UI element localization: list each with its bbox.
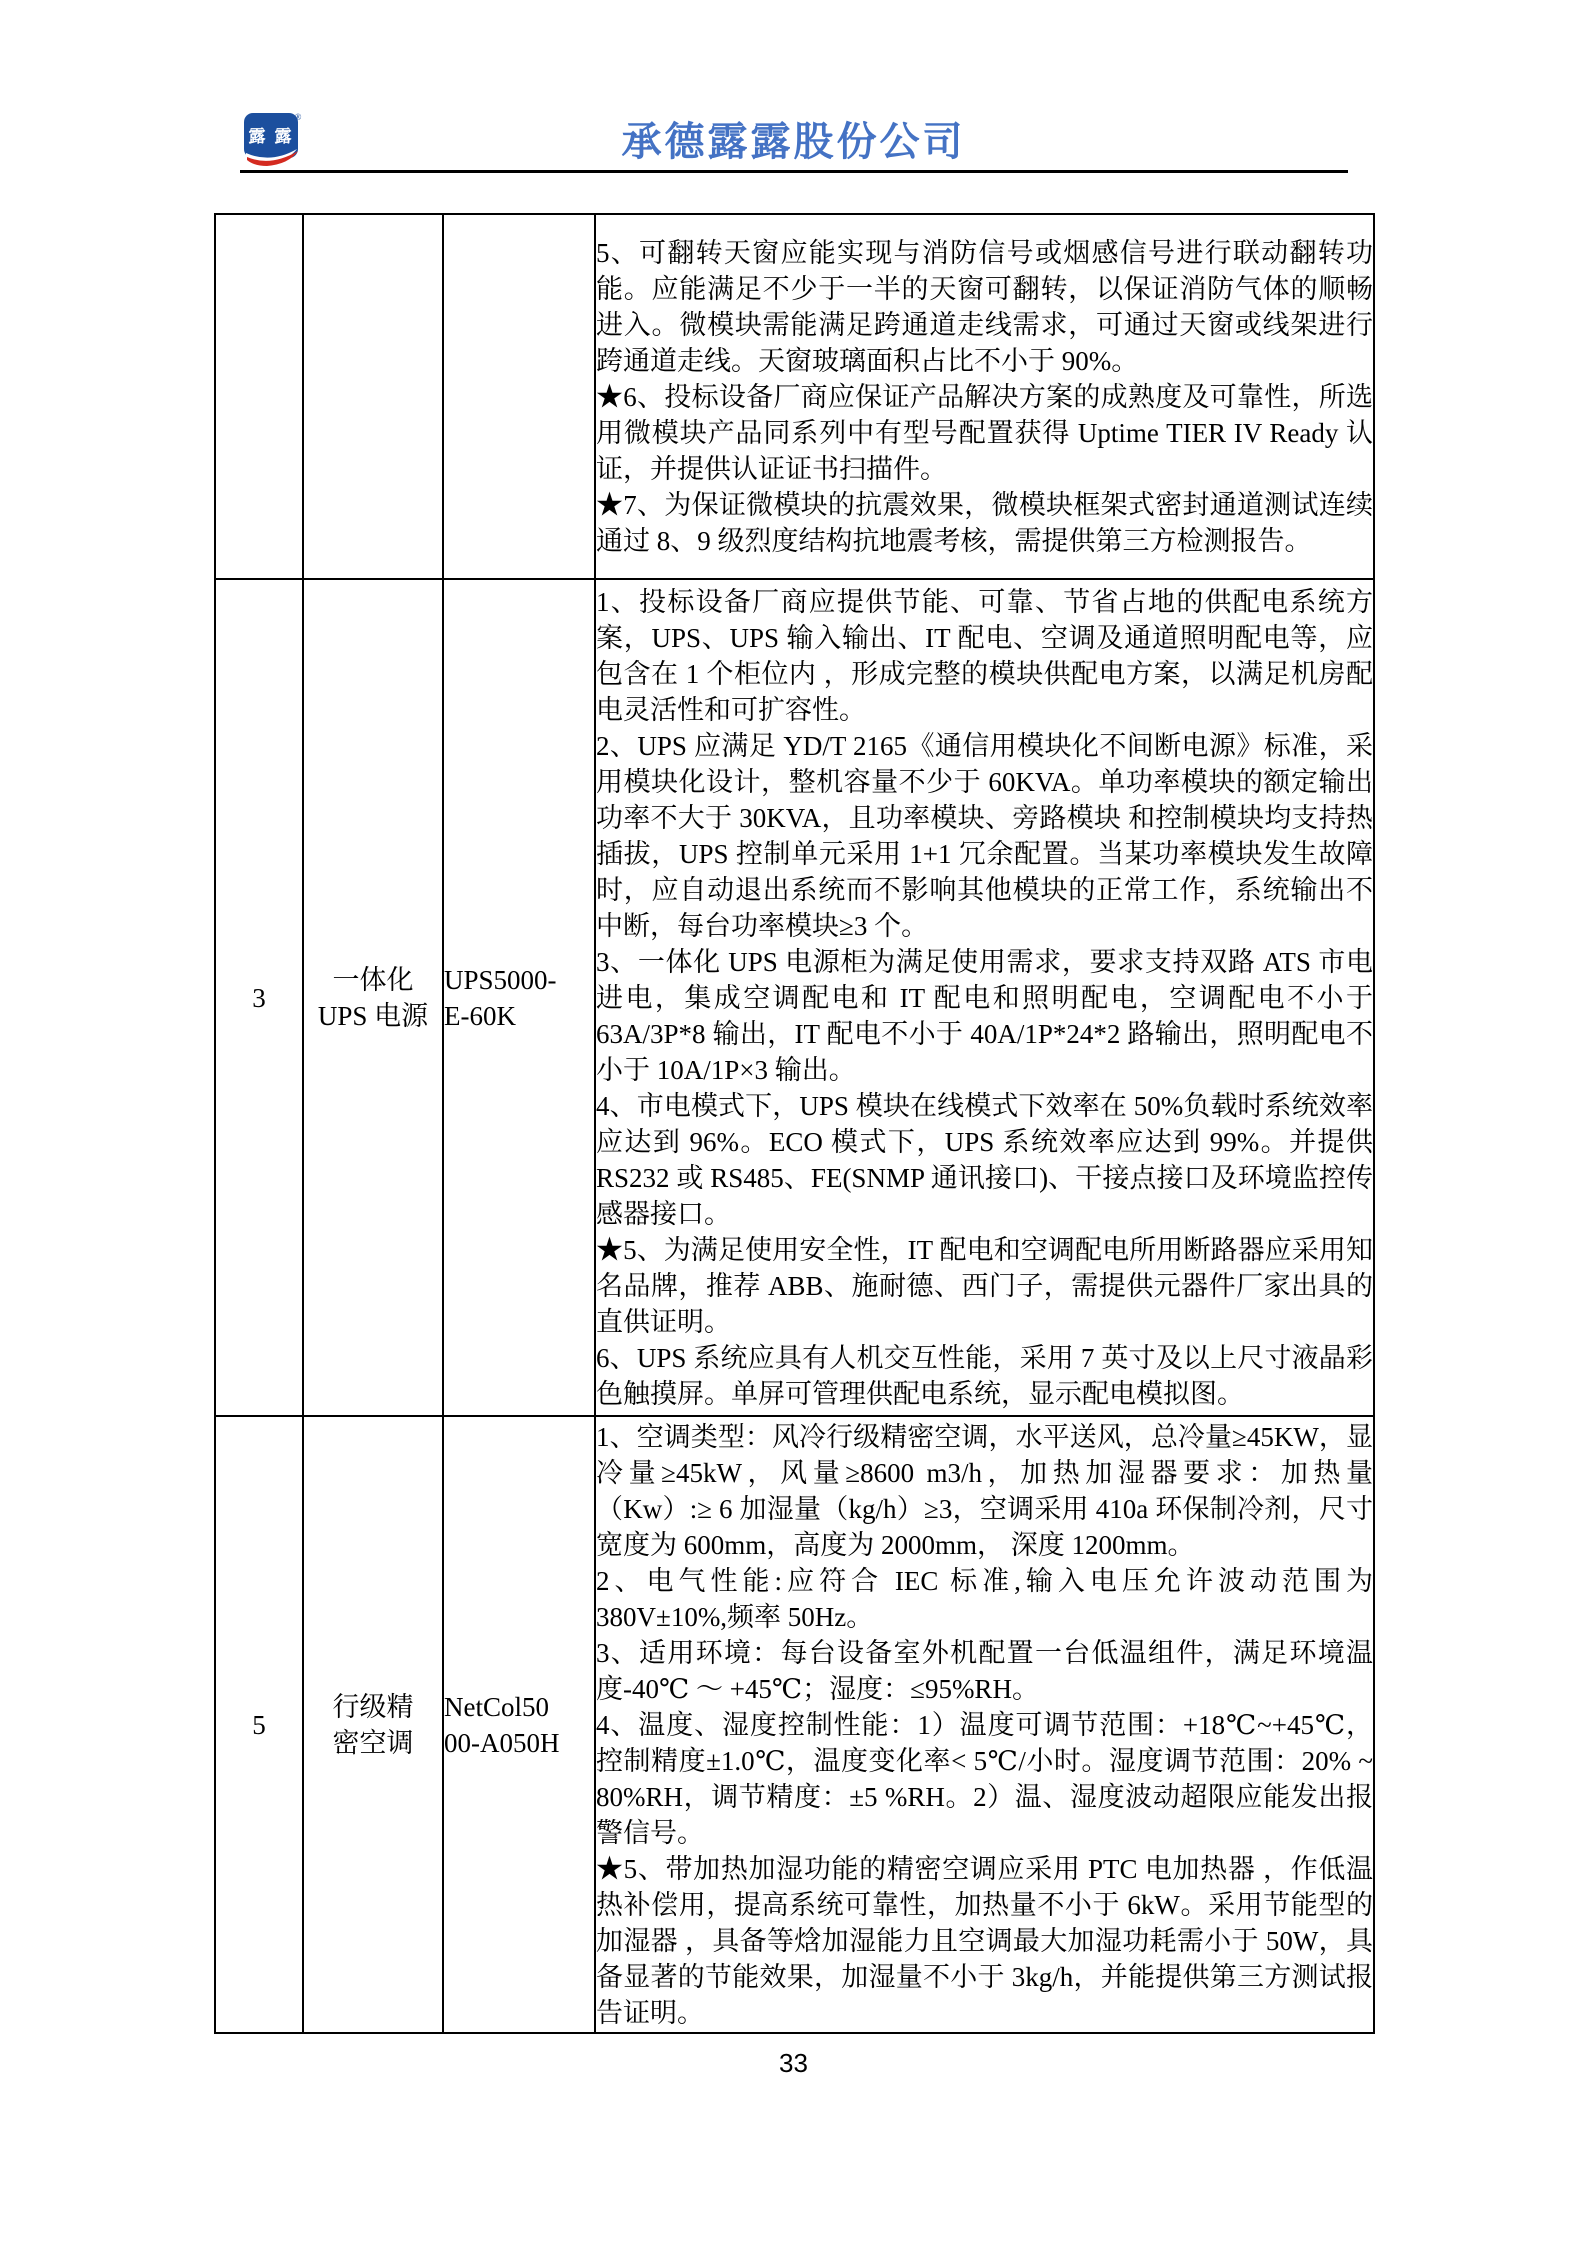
spec-paragraph: 4、温度、湿度控制性能：1）温度可调节范围：+18℃~+45℃，控制精度±1.0℃，温度变化率< 5℃/小时。湿度调节范围：20% ~ 80%RH，调节精度：±5 %RH。2）温、湿度波动超限应能发出报警信号。 — [596, 1709, 1373, 1848]
spec-paragraph: 3、一体化 UPS 电源柜为满足使用需求，要求支持双路 ATS 市电进电，集成空调配电和 IT 配电和照明配电，空调配电不小于 63A/3P*8 输出，IT 配电不小于 40A/1P*24*2 路输出，照明配电不小于 10A/1P×3 输出。 — [596, 946, 1373, 1085]
cell-specs — [595, 579, 1374, 1416]
spec-paragraph: 3、适用环境：每台设备室外机配置一台低温组件，满足环境温度-40℃ ～ +45℃；湿度：≤95%RH。 — [596, 1637, 1373, 1704]
cell-model — [443, 579, 595, 1416]
spec-paragraph: ★5、带加热加湿功能的精密空调应采用 PTC 电加热器 ，作低温热补偿用，提高系统可靠性，加热量不小于 6kW。采用节能型的加湿器 ，具备等焓加湿能力且空调最大加湿功耗需小于 50W，具备显著的节能效果，加湿量不小于 3kg/h，并能提供第三方测试报告证明。 — [596, 1853, 1373, 2028]
table-row-continuation — [215, 214, 1374, 579]
spec-paragraph: 2、UPS 应满足 YD/T 2165《通信用模块化不间断电源》标准，采用模块化设计，整机容量不少于 60KVA。单功率模块的额定输出功率不大于 30KVA，且功率模块、旁路模块 和控制模块均支持热插拔，UPS 控制单元采用 1+1 冗余配置。当某功率模块发生故障时，应自动退出系统而不影响其他模块的正常工作，系统输出不中断，每台功率模块≥3 个。 — [596, 730, 1373, 941]
registered-mark: ® — [294, 112, 302, 122]
spec-paragraph: ★5、为满足使用安全性，IT 配电和空调配电所用断路器应采用知名品牌，推荐 ABB、施耐德、西门子，需提供元器件厂家出具的直供证明。 — [596, 1234, 1373, 1337]
spec-paragraph: 5、可翻转天窗应能实现与消防信号或烟感信号进行联动翻转功能。应能满足不少于一半的天窗可翻转，以保证消防气体的顺畅进入。微模块需能满足跨通道走线需求，可通过天窗或线架进行跨通道走线。天窗玻璃面积占比不小于 90%。 — [596, 237, 1373, 376]
cell-name — [303, 214, 443, 579]
company-title: 承德露露股份公司 — [621, 120, 966, 164]
name-line: UPS 电源 — [317, 1000, 429, 1031]
logo-char-2: 露 — [274, 127, 292, 146]
cell-specs — [595, 1416, 1374, 2033]
spec-paragraph: ★6、投标设备厂商应保证产品解决方案的成熟度及可靠性，所选用微模块产品同系列中有型号配置获得 Uptime TIER IV Ready 认证，并提供认证证书扫描件。 — [596, 381, 1373, 484]
model-line: 00-A050H — [444, 1727, 560, 1758]
cell-specs — [595, 214, 1374, 579]
header-divider — [240, 170, 1348, 173]
spec-paragraph: ★7、为保证微模块的抗震效果，微模块框架式密封通道测试连续通过 8、9 级烈度结构抗地震考核，需提供第三方检测报告。 — [596, 489, 1373, 556]
cell-model — [443, 214, 595, 579]
spec-paragraph: 2、电气性能:应符合 IEC 标准,输入电压允许波动范围为 380V±10%,频率 50Hz。 — [596, 1565, 1373, 1632]
table-row-ups — [215, 579, 1374, 1416]
cell-seq: 5 — [215, 1416, 303, 2033]
spec-paragraph: 1、空调类型：风冷行级精密空调，水平送风，总冷量≥45KW，显冷量≥45kW，风量≥8600 m3/h，加热加湿器要求：加热量（Kw）:≥ 6 加湿量（kg/h）≥3，空调采用 410a 环保制冷剂，尺寸宽度为 600mm，高度为 2000mm， 深度 1200mm。 — [596, 1421, 1373, 1560]
spec-paragraph: 1、投标设备厂商应提供节能、可靠、节省占地的供配电系统方案，UPS、UPS 输入输出、IT 配电、空调及通道照明配电等，应包含在 1 个柜位内 ，形成完整的模块供配电方案，以满足机房配电灵活性和可扩容性。 — [596, 586, 1373, 725]
table-row-aircon — [215, 1416, 1374, 2033]
cell-name — [303, 1416, 443, 2033]
model-line: NetCol50 — [444, 1691, 549, 1722]
cell-seq — [215, 214, 303, 579]
name-line: 密空调 — [332, 1727, 414, 1758]
spec-table — [214, 213, 1375, 2034]
cell-seq: 3 — [215, 579, 303, 1416]
name-line: 一体化 — [332, 964, 414, 995]
spec-paragraph: 4、市电模式下，UPS 模块在线模式下效率在 50%负载时系统效率应达到 96%。ECO 模式下，UPS 系统效率应达到 99%。并提供 RS232 或 RS485、FE(SNMP 通讯接口)、干接点接口及环境监控传感器接口。 — [596, 1090, 1373, 1229]
cell-model — [443, 1416, 595, 2033]
logo-char-1: 露 — [248, 127, 266, 146]
cell-name — [303, 579, 443, 1416]
model-line: UPS5000- — [444, 964, 557, 995]
name-line: 行级精 — [332, 1691, 414, 1722]
model-line: E-60K — [444, 1000, 516, 1031]
page-number: 33 — [779, 2048, 808, 2078]
spec-paragraph: 6、UPS 系统应具有人机交互性能，采用 7 英寸及以上尺寸液晶彩色触摸屏。单屏可管理供配电系统，显示配电模拟图。 — [596, 1342, 1373, 1409]
